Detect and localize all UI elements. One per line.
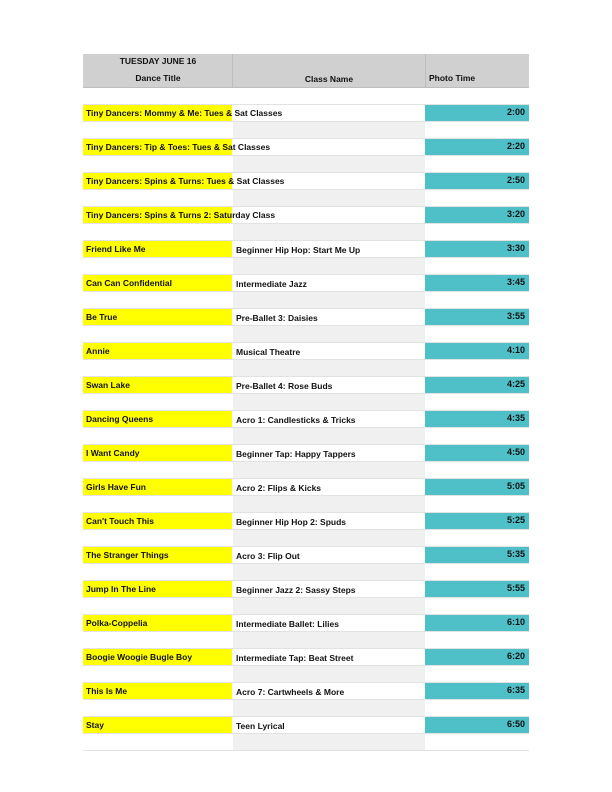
photo-time: 5:35 [506, 549, 525, 559]
class-name: Beginner Tap: Happy Tappers [236, 449, 356, 459]
class-name: Beginner Hip Hop 2: Spuds [236, 517, 347, 527]
photo-time: 3:30 [506, 243, 525, 253]
photo-time: 3:55 [506, 311, 525, 321]
schedule-rows [83, 105, 529, 751]
schedule-row [83, 649, 529, 666]
dance-title: This Is Me [86, 686, 128, 696]
dance-title: Tiny Dancers: Spins & Turns: Tues & Sat Classes [86, 176, 285, 186]
photo-time-heading: Photo Time [429, 73, 476, 83]
photo-time-cell [425, 513, 529, 529]
photo-time: 4:50 [506, 447, 525, 457]
dance-title: Can Can Confidential [86, 278, 172, 288]
spacer-row [83, 598, 529, 615]
spacer-row [83, 88, 529, 105]
photo-time: 3:20 [506, 209, 525, 219]
photo-time: 5:25 [506, 515, 525, 525]
class-name: Intermediate Tap: Beat Street [236, 653, 354, 663]
schedule-row [83, 581, 529, 598]
class-name: Acro 3: Flip Out [236, 551, 300, 561]
schedule-row [83, 377, 529, 394]
class-name: Acro 1: Candlesticks & Tricks [236, 415, 356, 425]
schedule-row [83, 445, 529, 462]
photo-time-cell [425, 275, 529, 291]
schedule-row [83, 275, 529, 292]
spacer-row [83, 394, 529, 411]
dance-title: Dancing Queens [86, 414, 154, 424]
spacer-row [83, 530, 529, 547]
spacer-row [83, 326, 529, 343]
dance-title: Polka-Coppelia [86, 618, 148, 628]
photo-time-cell [425, 411, 529, 427]
class-name: Acro 2: Flips & Kicks [236, 483, 322, 493]
schedule-row [83, 207, 529, 224]
spacer-row [83, 496, 529, 513]
dance-title: Annie [86, 346, 110, 356]
photo-time-cell [425, 207, 529, 223]
spacer-row [83, 462, 529, 479]
photo-time: 4:35 [506, 413, 525, 423]
spacer-row [83, 156, 529, 173]
schedule-row [83, 411, 529, 428]
spacer-row [83, 666, 529, 683]
photo-time: 5:55 [506, 583, 525, 593]
spacer-row [83, 258, 529, 275]
photo-time: 3:45 [506, 277, 525, 287]
schedule-row [83, 717, 529, 734]
schedule-row [83, 479, 529, 496]
spacer-row [83, 224, 529, 241]
class-name: Pre-Ballet 4: Rose Buds [236, 381, 333, 391]
photo-time-cell [425, 343, 529, 359]
schedule-row [83, 513, 529, 530]
photo-time: 6:20 [506, 651, 525, 661]
dance-title: I Want Candy [86, 448, 140, 458]
dance-title-heading: Dance Title [135, 73, 181, 83]
dance-title: Friend Like Me [86, 244, 146, 254]
photo-time-cell [425, 479, 529, 495]
dance-title: Tiny Dancers: Mommy & Me: Tues & Sat Classes [86, 108, 283, 118]
table-header [83, 54, 529, 88]
spacer-row [83, 428, 529, 445]
photo-time-cell [425, 547, 529, 563]
dance-title: The Stranger Things [86, 550, 169, 560]
class-name: Intermediate Jazz [236, 279, 307, 289]
schedule-row [83, 173, 529, 190]
schedule-row [83, 241, 529, 258]
date-heading: TUESDAY JUNE 16 [119, 56, 197, 66]
photo-time: 6:10 [506, 617, 525, 627]
photo-time-cell [425, 581, 529, 597]
schedule-row [83, 683, 529, 700]
photo-time-cell [425, 445, 529, 461]
photo-time-cell [425, 139, 529, 155]
class-name: Musical Theatre [236, 347, 301, 357]
spacer-row [83, 700, 529, 717]
dance-title: Swan Lake [86, 380, 130, 390]
dance-title: Tiny Dancers: Spins & Turns 2: Saturday Class [86, 210, 276, 220]
photo-time-cell [425, 683, 529, 699]
photo-time: 2:20 [506, 141, 525, 151]
photo-time-cell [425, 309, 529, 325]
photo-time-cell [425, 717, 529, 733]
photo-time: 4:10 [506, 345, 525, 355]
photo-time-cell [425, 241, 529, 257]
schedule-row [83, 615, 529, 632]
dance-title: Be True [86, 312, 118, 322]
photo-time: 4:25 [506, 379, 525, 389]
schedule-row [83, 139, 529, 156]
spacer-row [83, 734, 529, 751]
dance-title-cell [83, 717, 232, 733]
photo-time-cell [425, 377, 529, 393]
schedule-row [83, 547, 529, 564]
dance-title: Tiny Dancers: Tip & Toes: Tues & Sat Classes [86, 142, 271, 152]
dance-title: Stay [86, 720, 104, 730]
spacer-row [83, 360, 529, 377]
class-name: Beginner Jazz 2: Sassy Steps [236, 585, 356, 595]
photo-time: 2:50 [506, 175, 525, 185]
class-name: Pre-Ballet 3: Daisies [236, 313, 318, 323]
class-name: Intermediate Ballet: Lilies [236, 619, 339, 629]
schedule-row [83, 343, 529, 360]
schedule-row [83, 309, 529, 326]
photo-time-cell [425, 105, 529, 121]
schedule-row [83, 105, 529, 122]
class-name: Teen Lyrical [236, 721, 285, 731]
photo-time: 6:35 [506, 685, 525, 695]
spacer-row [83, 632, 529, 649]
dance-title: Boogie Woogie Bugle Boy [86, 652, 193, 662]
class-name-heading: Class Name [304, 74, 354, 84]
spacer-row [83, 564, 529, 581]
photo-time-cell [425, 173, 529, 189]
class-name: Beginner Hip Hop: Start Me Up [236, 245, 361, 255]
dance-title: Girls Have Fun [86, 482, 146, 492]
photo-time: 2:00 [506, 107, 525, 117]
photo-time: 5:05 [506, 481, 525, 491]
schedule-sheet [83, 54, 529, 751]
spacer-row [83, 122, 529, 139]
spacer-row [83, 190, 529, 207]
spacer-row [83, 292, 529, 309]
dance-title: Jump In The Line [86, 584, 156, 594]
photo-time-cell [425, 649, 529, 665]
dance-title: Can't Touch This [86, 516, 154, 526]
photo-time-cell [425, 615, 529, 631]
class-name: Acro 7: Cartwheels & More [236, 687, 345, 697]
photo-time: 6:50 [506, 719, 525, 729]
